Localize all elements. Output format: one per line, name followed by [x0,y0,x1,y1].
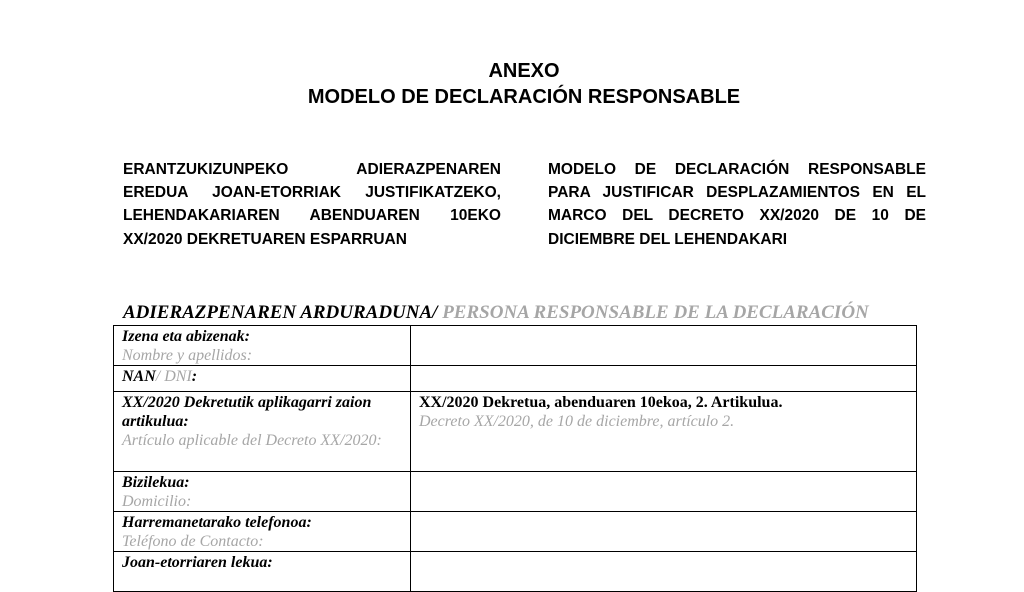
label-colon: : [191,368,198,385]
form-label-phone [114,512,411,552]
form-row-address [114,472,917,512]
form-row-dni [114,366,917,392]
intro-basque: ERANTZUKIZUNPEKO ADIERAZPENAREN EREDUA JOAN-ETORRIAK JUSTIFIKATZEKO, LEHENDAKARIAREN ABENDUAREN 10EKO XX/2020 DEKRETUAREN ESPARRUAN [123,161,501,248]
form-field-travel-place[interactable] [411,552,917,592]
value-spanish: Decreto XX/2020, de 10 de diciembre, artículo 2. [419,413,735,430]
label-spanish: Artículo aplicable del Decreto XX/2020: [122,432,382,449]
label-spanish: Domicilio: [122,493,192,510]
section-heading-spanish: PERSONA RESPONSABLE DE LA DECLARACIÓN [437,302,869,323]
declaration-form [113,325,917,592]
label-spanish: / DNI [155,368,192,385]
section-heading-basque: ADIERAZPENAREN ARDURADUNA/ [123,302,438,323]
label-basque: Bizilekua: [122,474,190,491]
document-subtitle: MODELO DE DECLARACIÓN RESPONSABLE [307,86,741,108]
value-basque: XX/2020 Dekretua, abenduaren 10ekoa, 2. Artikulua. [419,394,783,411]
form-row-phone [114,512,917,552]
form-row-name [114,326,917,366]
form-label-dni [114,366,411,392]
form-field-phone[interactable] [411,512,917,552]
label-spanish: Teléfono de Contacto: [122,533,264,550]
form-label-travel-place [114,552,411,592]
form-label-article [114,392,411,472]
label-basque: NAN [122,368,156,385]
document-title: ANEXO [488,60,560,82]
form-label-name [114,326,411,366]
form-row-article [114,392,917,472]
intro-spanish: MODELO DE DECLARACIÓN RESPONSABLE PARA JUSTIFICAR DESPLAZAMIENTOS EN EL MARCO DEL DECRETO XX/2020 DE 10 DE DICIEMBRE DEL LEHENDAKARI [548,161,926,248]
form-field-article[interactable] [411,392,917,472]
label-spanish: Nombre y apellidos: [122,347,253,364]
form-field-dni[interactable] [411,366,917,392]
label-basque: Joan-etorriaren lekua: [122,554,273,571]
section-heading [123,301,869,325]
label-basque: Harremanetarako telefonoa: [122,514,312,531]
form-field-address[interactable] [411,472,917,512]
form-row-travel-place [114,552,917,592]
label-basque: XX/2020 Dekretutik aplikagarri zaion artikulua: [122,394,372,430]
label-basque: Izena eta abizenak: [122,328,250,345]
form-field-name[interactable] [411,326,917,366]
form-label-address [114,472,411,512]
